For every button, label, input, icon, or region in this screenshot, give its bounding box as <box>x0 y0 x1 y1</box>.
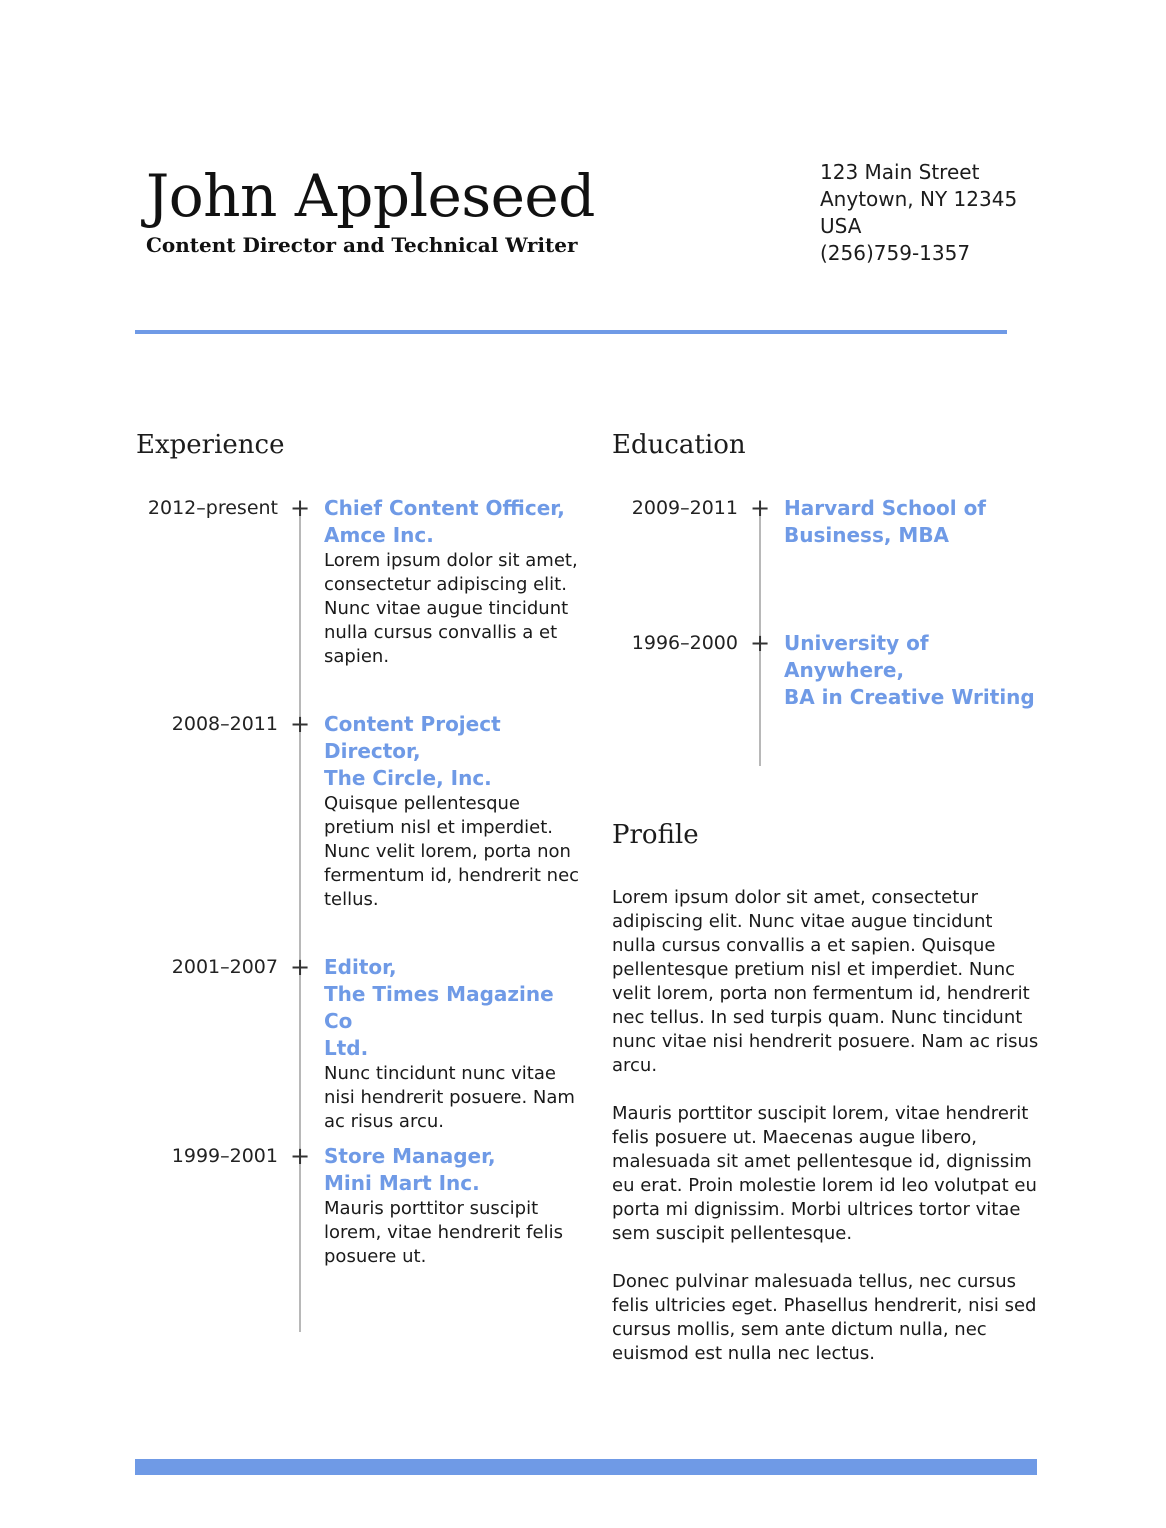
experience-timeline-line <box>299 500 301 1332</box>
education-degree: Harvard School of Business, MBA <box>784 496 987 547</box>
experience-description: Nunc tincidunt nunc vitae nisi hendrerit posuere. Nam ac risus arcu. <box>324 1063 575 1132</box>
profile-paragraph: Mauris porttitor suscipit lorem, vitae hendrerit felis posuere ut. Maecenas augue libero, malesuada sit amet pellentesque id, dignissim eu erat. Proin molestie lorem id leo volutpat eu porta mi dignissim. Morbi ultrices tortor vitae sem suscipit pellentesque. <box>612 1103 1037 1244</box>
experience-role: Editor, The Times Magazine Co Ltd. <box>324 955 554 1060</box>
address-country: USA <box>820 214 862 238</box>
experience-description: Quisque pellentesque pretium nisl et imperdiet. Nunc velit lorem, porta non fermentum id, hendrerit nec tellus. <box>324 793 580 910</box>
experience-description: Lorem ipsum dolor sit amet, consectetur adipiscing elit. Nunc vitae augue tincidunt nulla cursus convallis a et sapien. <box>324 550 578 667</box>
experience-role: Content Project Director, The Circle, Inc. <box>324 712 501 790</box>
timeline-marker-icon: + <box>749 494 771 522</box>
address-city: Anytown, NY 12345 <box>820 187 1018 211</box>
address-phone: (256)759-1357 <box>820 241 971 265</box>
profile-heading: Profile <box>612 820 699 850</box>
timeline-marker-icon: + <box>749 629 771 657</box>
profile-paragraph: Lorem ipsum dolor sit amet, consectetur adipiscing elit. Nunc vitae augue tincidunt nulla cursus convallis a et sapien. Quisque pellentesque pretium nisl et imperdiet. Nunc velit lorem, porta non fermentum id, hendrerit nec tellus. In sed turpis quam. Nunc tincidunt nunc vitae nisi hendrerit posuere. Nam ac risus arcu. <box>612 887 1039 1076</box>
profile-text <box>612 886 1042 1390</box>
timeline-marker-icon: + <box>289 1142 311 1170</box>
timeline-marker-icon: + <box>289 953 311 981</box>
address-street: 123 Main Street <box>820 160 980 184</box>
experience-dates: 2008–2011 <box>171 713 278 735</box>
education-dates: 1996–2000 <box>631 632 738 654</box>
experience-heading: Experience <box>136 430 285 460</box>
resume-name: John Appleseed <box>146 162 595 230</box>
profile-paragraph: Donec pulvinar malesuada tellus, nec cursus felis ultricies eget. Phasellus hendrerit, nisi sed cursus mollis, sem ante dictum nulla, nec euismod est nulla nec lectus. <box>612 1271 1037 1364</box>
experience-description: Mauris porttitor suscipit lorem, vitae hendrerit felis posuere ut. <box>324 1198 563 1267</box>
timeline-marker-icon: + <box>289 710 311 738</box>
resume-job-title: Content Director and Technical Writer <box>146 233 578 257</box>
footer-divider <box>135 1459 1037 1475</box>
experience-dates: 2012–present <box>147 497 278 519</box>
experience-dates: 2001–2007 <box>171 956 278 978</box>
contact-address <box>820 159 1017 267</box>
education-heading: Education <box>612 430 746 460</box>
timeline-marker-icon: + <box>289 494 311 522</box>
experience-dates: 1999–2001 <box>171 1145 278 1167</box>
experience-role: Store Manager, Mini Mart Inc. <box>324 1144 496 1195</box>
education-dates: 2009–2011 <box>631 497 738 519</box>
experience-role: Chief Content Officer, Amce Inc. <box>324 496 565 547</box>
header-divider <box>135 330 1007 334</box>
education-degree: University of Anywhere, BA in Creative Writing <box>784 631 1035 709</box>
